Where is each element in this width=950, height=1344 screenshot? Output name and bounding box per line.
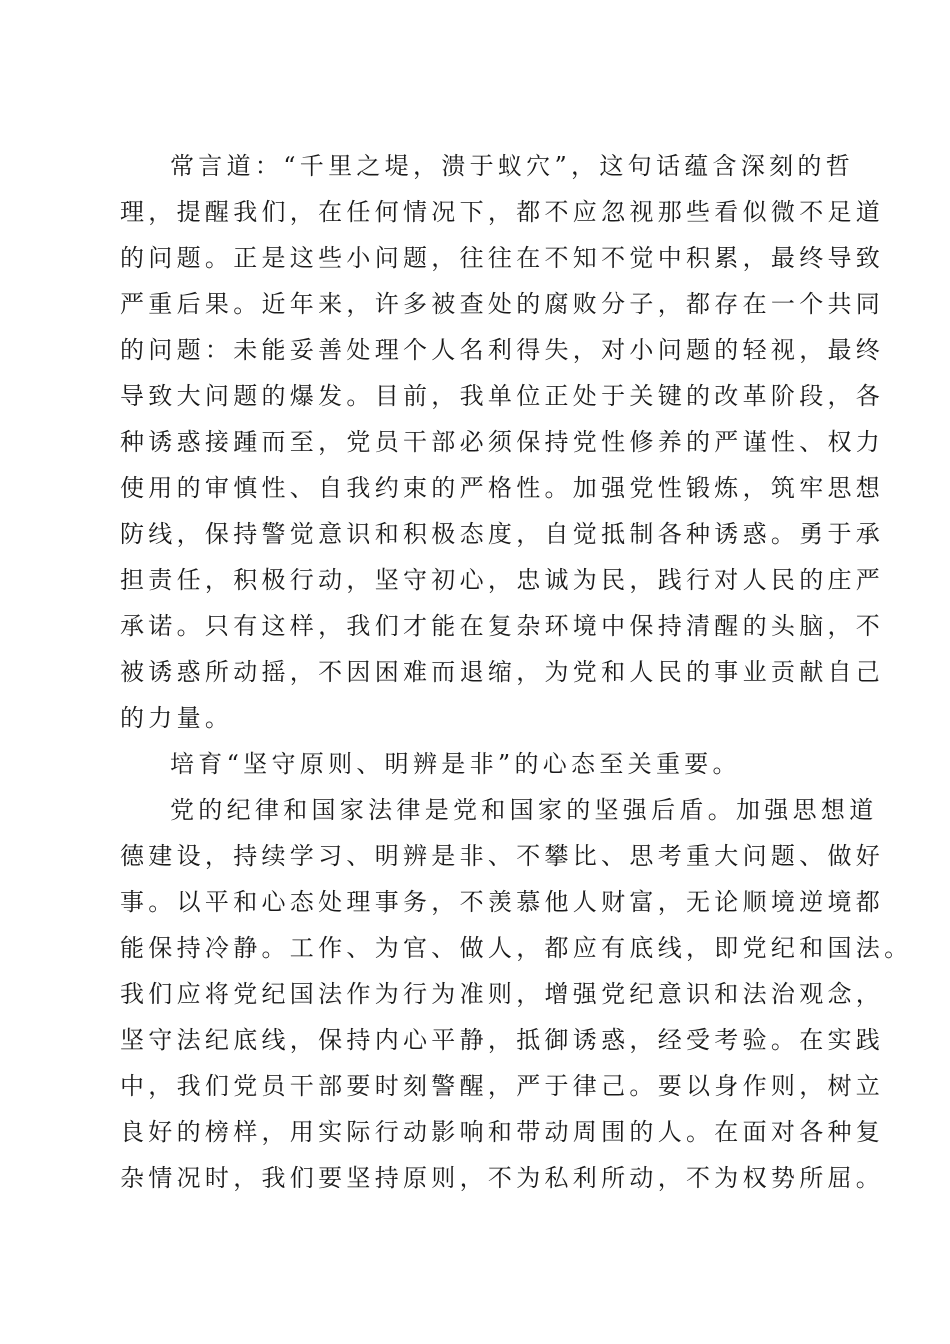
text-line: 能保持冷静。工作、为官、做人，都应有底线，即党纪和国法。 <box>120 934 913 962</box>
text-line: 的力量。 <box>120 704 234 732</box>
paragraph-3 <box>120 787 913 1201</box>
text-line: 严重后果。近年来，许多被查处的腐败分子，都存在一个共同 <box>120 290 885 318</box>
text-line: 的问题：未能妥善处理个人名利得失，对小问题的轻视，最终 <box>120 336 885 364</box>
text-line: 党的纪律和国家法律是党和国家的坚强后盾。加强思想道 <box>170 796 878 824</box>
text-line: 导致大问题的爆发。目前，我单位正处于关键的改革阶段，各 <box>120 382 885 410</box>
text-line: 中，我们党员干部要时刻警醒，严于律己。要以身作则，树立 <box>120 1072 885 1100</box>
text-line: 防线，保持警觉意识和积极态度，自觉抵制各种诱惑。勇于承 <box>120 520 885 548</box>
text-line: 坚守法纪底线，保持内心平静，抵御诱惑，经受考验。在实践 <box>120 1026 885 1054</box>
text-line: 担责任，积极行动，坚守初心，忠诚为民，践行对人民的庄严 <box>120 566 885 594</box>
paragraph-2-heading <box>120 741 826 787</box>
text-line: 良好的榜样，用实际行动影响和带动周围的人。在面对各种复 <box>120 1118 885 1146</box>
text-line: 我们应将党纪国法作为行为准则，增强党纪意识和法治观念， <box>120 980 885 1008</box>
paragraph-1 <box>120 143 885 741</box>
text-line: 被诱惑所动摇，不因困难而退缩，为党和人民的事业贡献自己 <box>120 658 885 686</box>
text-line: 杂情况时，我们要坚持原则，不为私利所动，不为权势所屈。 <box>120 1164 885 1192</box>
text-line: 常言道：“千里之堤，溃于蚁穴”，这句话蕴含深刻的哲 <box>170 152 855 180</box>
text-line: 德建设，持续学习、明辨是非、不攀比、思考重大问题、做好 <box>120 842 885 870</box>
text-line: 理，提醒我们，在任何情况下，都不应忽视那些看似微不足道 <box>120 198 885 226</box>
section-heading-line: 培育“坚守原则、明辨是非”的心态至关重要。 <box>170 750 741 778</box>
document-body <box>120 143 913 1201</box>
text-line: 的问题。正是这些小问题，往往在不知不觉中积累，最终导致 <box>120 244 885 272</box>
text-line: 事。以平和心态处理事务，不羡慕他人财富，无论顺境逆境都 <box>120 888 885 916</box>
text-line: 种诱惑接踵而至，党员干部必须保持党性修养的严谨性、权力 <box>120 428 885 456</box>
text-line: 承诺。只有这样，我们才能在复杂环境中保持清醒的头脑，不 <box>120 612 885 640</box>
text-line: 使用的审慎性、自我约束的严格性。加强党性锻炼，筑牢思想 <box>120 474 885 502</box>
